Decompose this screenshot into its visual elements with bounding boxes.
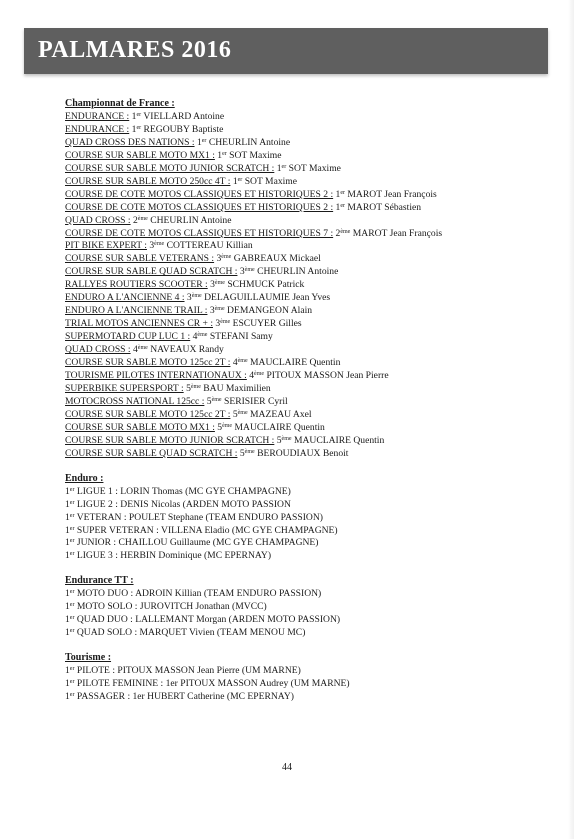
rank-number: 1 — [65, 588, 70, 600]
result-line — [65, 678, 535, 691]
result-line — [65, 448, 535, 461]
rank-suffix: er — [69, 551, 75, 558]
rider-name: PITOUX MASSON Jean Pierre — [266, 370, 389, 382]
result-line — [65, 279, 535, 292]
category-label: ENDURO A L'ANCIENNE TRAIL : — [65, 305, 208, 317]
category-label: ENDURANCE : — [65, 123, 130, 135]
section-title: Enduro : — [65, 472, 104, 484]
rank-number: 1 — [196, 136, 202, 148]
page-number: 44 — [282, 762, 292, 773]
result-line — [65, 588, 535, 601]
rider-name: CHEURLIN Antoine — [150, 214, 232, 226]
category-label: MOTOCROSS NATIONAL 125cc : — [65, 395, 205, 407]
rank-number: 5 — [239, 447, 245, 459]
result-line — [65, 189, 535, 202]
result-line — [65, 422, 535, 435]
result-line — [65, 228, 535, 241]
rank-number: 5 — [276, 434, 282, 446]
rank-suffix: er — [69, 499, 75, 506]
rank-number: 5 — [206, 395, 212, 407]
rank-number: 1 — [65, 511, 70, 523]
category-label: COURSE SUR SABLE MOTO 125cc 2T : — [65, 408, 231, 420]
rider-name: BAU Maximilien — [203, 382, 271, 394]
rank-number: 4 — [232, 357, 238, 369]
rank-suffix: ème — [154, 241, 165, 248]
rank-suffix: er — [136, 124, 142, 131]
category-label: TOURISME PILOTES INTERNATIONAUX : — [65, 370, 247, 382]
rank-suffix: er — [340, 189, 345, 196]
rank-suffix: ème — [281, 435, 292, 442]
rank-number: 1 — [65, 524, 70, 536]
result-line — [65, 331, 535, 344]
category-label: COURSE SUR SABLE MOTO MX1 : — [65, 421, 215, 433]
rider-name: LIGUE 2 : DENIS Nicolas (ARDEN MOTO PASSION — [76, 498, 291, 510]
category-label: COURSE SUR SABLE QUAD SCRATCH : — [65, 447, 238, 459]
rank-number: 4 — [132, 344, 138, 356]
rank-number: 3 — [239, 266, 245, 278]
rank-suffix: ème — [237, 409, 248, 416]
result-line — [65, 499, 535, 512]
result-line — [65, 266, 535, 279]
rank-number: 1 — [65, 690, 70, 702]
rank-suffix: ème — [214, 280, 225, 287]
category-label: PIT BIKE EXPERT : — [65, 240, 147, 252]
rider-name: VIELLARD Antoine — [143, 110, 225, 122]
rank-suffix: er — [69, 691, 75, 698]
result-line — [65, 601, 535, 614]
rank-number: 1 — [217, 149, 223, 161]
rider-name: MAROT Jean François — [347, 188, 437, 200]
rank-number: 1 — [232, 175, 238, 187]
category-label: COURSE DE COTE MOTOS CLASSIQUES ET HISTORIQUES 2 : — [65, 188, 334, 200]
rank-suffix: er — [69, 538, 75, 545]
rank-suffix: ème — [190, 383, 201, 390]
section-title: Tourisme : — [65, 652, 112, 664]
rank-suffix: ème — [220, 319, 231, 326]
category-label: COURSE DE COTE MOTOS CLASSIQUES ET HISTORIQUES 2 : — [65, 201, 334, 213]
result-line — [65, 357, 535, 370]
category-label: COURSE SUR SABLE MOTO JUNIOR SCRATCH : — [65, 162, 275, 174]
result-line — [65, 691, 535, 704]
rank-number: 1 — [335, 188, 341, 200]
rank-suffix: ème — [137, 215, 148, 222]
category-label: COURSE SUR SABLE MOTO MX1 : — [65, 149, 215, 161]
rider-name: MOTO SOLO : JUROVITCH Jonathan (MVCC) — [76, 601, 267, 613]
rank-number: 1 — [65, 601, 70, 613]
result-line — [65, 537, 535, 550]
rank-suffix: er — [69, 525, 75, 532]
rider-name: SERISIER Cyril — [224, 395, 288, 407]
result-line — [65, 486, 535, 499]
rank-suffix: ème — [244, 448, 255, 455]
rider-name: BEROUDIAUX Benoit — [257, 447, 349, 459]
rider-name: COTTEREAU Killian — [166, 240, 253, 252]
result-line — [65, 614, 535, 627]
rank-suffix: ème — [222, 422, 233, 429]
rider-name: MAUCLAIRE Quentin — [234, 421, 325, 433]
category-label: ENDURO A L'ANCIENNE 4 : — [65, 292, 185, 304]
rider-name: MAZEAU Axel — [250, 408, 312, 420]
results-section — [65, 575, 535, 640]
rider-name: NAVEAUX Randy — [150, 344, 224, 356]
rank-suffix: ème — [340, 228, 351, 235]
result-line — [65, 124, 535, 137]
rank-number: 3 — [210, 279, 215, 291]
rank-number: 5 — [217, 421, 223, 433]
rank-number: 1 — [65, 614, 70, 626]
rider-name: LIGUE 3 : HERBIN Dominique (MC EPERNAY) — [76, 550, 272, 562]
rider-name: CHEURLIN Antoine — [257, 266, 339, 278]
rank-suffix: ème — [211, 396, 222, 403]
rank-suffix: er — [136, 111, 142, 118]
rank-suffix: ème — [214, 306, 225, 313]
rank-suffix: ème — [191, 293, 202, 300]
result-line — [65, 253, 535, 266]
result-line — [65, 370, 535, 383]
result-line — [65, 550, 535, 563]
section-title: Championnat de France : — [65, 98, 175, 109]
rank-number: 2 — [132, 214, 138, 226]
category-label: ENDURANCE : — [65, 110, 130, 122]
title-banner — [24, 28, 548, 74]
rider-name: ESCUYER Gilles — [232, 318, 302, 330]
rider-name: JUNIOR : CHAILLOU Guillaume (MC GYE CHAMPAGNE) — [76, 537, 319, 549]
rider-name: STEFANI Samy — [209, 331, 273, 343]
rank-suffix: er — [222, 150, 227, 157]
category-label: RALLYES ROUTIERS SCOOTER : — [65, 279, 208, 291]
rank-number: 2 — [335, 227, 341, 239]
rider-name: MAROT Sébastien — [347, 201, 422, 213]
rider-name: MAUCLAIRE Quentin — [250, 357, 341, 369]
rank-number: 4 — [192, 331, 198, 343]
rank-suffix: er — [69, 512, 75, 519]
rank-number: 1 — [65, 498, 70, 510]
rank-number: 3 — [149, 240, 155, 252]
result-line — [65, 318, 535, 331]
rider-name: CHEURLIN Antoine — [208, 136, 291, 148]
rider-name: PILOTE FEMININE : 1er PITOUX MASSON Audrey (UM MARNE) — [76, 678, 350, 690]
result-line — [65, 383, 535, 396]
rider-name: VETERAN : POULET Stephane (TEAM ENDURO PASSION) — [76, 511, 323, 523]
page-title: PALMARES 2016 — [38, 37, 232, 63]
result-line — [65, 163, 535, 176]
category-label: COURSE SUR SABLE VETERANS : — [65, 253, 215, 265]
result-line — [65, 292, 535, 305]
rider-name: LIGUE 1 : LORIN Thomas (MC GYE CHAMPAGNE) — [76, 485, 291, 497]
rank-number: 1 — [335, 201, 341, 213]
rank-suffix: er — [340, 202, 345, 209]
rank-suffix: er — [69, 628, 75, 635]
category-label: COURSE SUR SABLE MOTO 250cc 4T : — [65, 175, 231, 187]
category-label: TRIAL MOTOS ANCIENNES CR + : — [65, 318, 213, 330]
result-line — [65, 396, 535, 409]
rank-suffix: ème — [137, 345, 148, 352]
rank-suffix: er — [69, 679, 75, 686]
result-line — [65, 176, 535, 189]
rank-suffix: ème — [254, 371, 265, 378]
results-section — [65, 473, 535, 564]
rank-number: 5 — [232, 408, 238, 420]
section-title: Endurance TT : — [65, 575, 134, 587]
rank-number: 1 — [65, 678, 70, 690]
results-content — [65, 98, 535, 716]
category-label: SUPERMOTARD CUP LUC 1 : — [65, 331, 191, 343]
result-line — [65, 111, 535, 124]
rider-name: MAROT Jean François — [352, 227, 443, 239]
rank-suffix: er — [281, 163, 287, 170]
result-line — [65, 512, 535, 525]
rank-number: 3 — [216, 253, 222, 265]
rider-name: SUPER VETERAN : VILLENA Eladio (MC GYE CHAMPAGNE) — [76, 524, 338, 536]
results-section — [65, 652, 535, 704]
result-line — [65, 409, 535, 422]
rank-suffix: ème — [244, 267, 255, 274]
rank-suffix: ème — [237, 358, 248, 365]
rank-suffix: ème — [197, 332, 208, 339]
rank-number: 1 — [131, 110, 137, 122]
rank-number: 1 — [65, 665, 70, 677]
rank-number: 1 — [131, 123, 137, 135]
result-line — [65, 240, 535, 253]
result-line — [65, 202, 535, 215]
result-line — [65, 627, 535, 640]
category-label: QUAD CROSS : — [65, 214, 131, 226]
rider-name: DELAGUILLAUMIE Jean Yves — [204, 292, 331, 304]
result-line — [65, 305, 535, 318]
rank-number: 1 — [65, 485, 70, 497]
rank-suffix: er — [69, 615, 75, 622]
category-label: COURSE SUR SABLE QUAD SCRATCH : — [65, 266, 238, 278]
rider-name: PASSAGER : 1er HUBERT Catherine (MC EPERNAY) — [76, 690, 294, 702]
rank-suffix: er — [69, 589, 75, 596]
page-edge-shadow — [568, 0, 574, 839]
rank-number: 3 — [209, 305, 215, 317]
category-label: QUAD CROSS DES NATIONS : — [65, 136, 195, 148]
rank-number: 1 — [65, 537, 70, 549]
rank-suffix: er — [69, 666, 75, 673]
rider-name: SOT Maxime — [244, 175, 298, 187]
rider-name: PILOTE : PITOUX MASSON Jean Pierre (UM MARNE) — [76, 665, 301, 677]
rider-name: GABREAUX Mickael — [233, 253, 321, 265]
rider-name: REGOUBY Baptiste — [143, 123, 224, 135]
rank-suffix: er — [69, 602, 75, 609]
rank-number: 5 — [186, 382, 191, 394]
result-line — [65, 150, 535, 163]
results-section — [65, 98, 535, 461]
rank-suffix: er — [69, 486, 75, 493]
category-label: SUPERBIKE SUPERSPORT : — [65, 382, 184, 394]
rider-name: DEMANGEON Alain — [227, 305, 313, 317]
rank-number: 3 — [215, 318, 221, 330]
rider-name: SOT Maxime — [229, 149, 282, 161]
rank-number: 1 — [65, 550, 70, 562]
rider-name: MAUCLAIRE Quentin — [293, 434, 385, 446]
result-line — [65, 137, 535, 150]
rider-name: QUAD DUO : LALLEMANT Morgan (ARDEN MOTO PASSION) — [76, 614, 341, 626]
rank-number: 1 — [276, 162, 282, 174]
rank-number: 4 — [249, 370, 255, 382]
rider-name: SOT Maxime — [288, 162, 341, 174]
category-label: QUAD CROSS : — [65, 344, 131, 356]
rank-suffix: er — [201, 137, 207, 144]
rank-number: 3 — [186, 292, 192, 304]
category-label: COURSE SUR SABLE MOTO 125cc 2T : — [65, 357, 231, 369]
category-label: COURSE DE COTE MOTOS CLASSIQUES ET HISTORIQUES 7 : — [65, 227, 334, 239]
rider-name: QUAD SOLO : MARQUET Vivien (TEAM MENOU MC) — [76, 627, 306, 639]
result-line — [65, 344, 535, 357]
result-line — [65, 525, 535, 538]
rider-name: SCHMUCK Patrick — [227, 279, 305, 291]
rider-name: MOTO DUO : ADROIN Killian (TEAM ENDURO PASSION) — [76, 588, 322, 600]
rank-number: 1 — [65, 627, 70, 639]
result-line — [65, 435, 535, 448]
category-label: COURSE SUR SABLE MOTO JUNIOR SCRATCH : — [65, 434, 275, 446]
rank-suffix: er — [237, 176, 243, 183]
rank-suffix: ème — [221, 254, 232, 261]
result-line — [65, 665, 535, 678]
result-line — [65, 215, 535, 228]
